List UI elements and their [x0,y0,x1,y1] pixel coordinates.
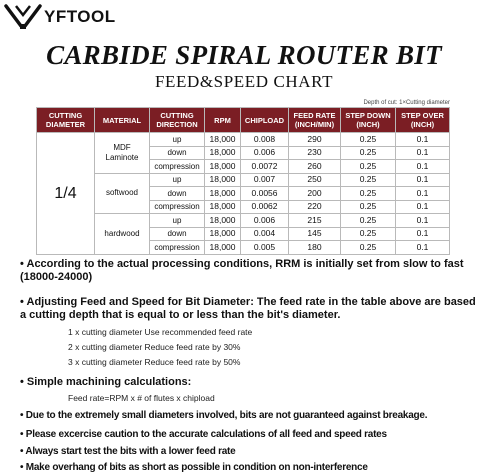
note-caution: • Please excercise caution to the accurate calculations of all feed and speed rates [20,429,387,440]
feed-rate-cell: 145 [289,227,341,241]
page-title: CARBIDE SPIRAL ROUTER BIT [46,40,442,70]
rpm-cell: 18,000 [205,146,241,160]
direction-cell: compression [150,200,205,214]
diameter-cell: 1/4 [37,133,95,255]
table-row [37,173,450,187]
direction-cell: compression [150,160,205,174]
col-header-rpm: RPM [205,108,241,133]
note-sub-1x: 1 x cutting diameter Use recommended feed rate [68,327,253,337]
page-subtitle: FEED&SPEED CHART [154,72,334,91]
col-header-feed-rate: FEED RATE (INCH/MIN) [289,108,341,133]
step-over-cell: 0.1 [396,214,450,228]
chipload-cell: 0.0056 [241,187,289,201]
note-sub-2x: 2 x cutting diameter Reduce feed rate by 30% [68,342,241,352]
direction-cell: down [150,146,205,160]
note-rpm-setting: • According to the actual processing conditions, RRM is initially set from slow to fast (18000-24000) [20,258,464,283]
col-header-chipload: CHIPLOAD [241,108,289,133]
table-row [37,214,450,228]
brand-logo [4,4,116,30]
step-over-cell: 0.1 [396,200,450,214]
rpm-cell: 18,000 [205,214,241,228]
depth-note: Depth of cut: 1×Cutting diameter [363,100,450,106]
step-down-cell: 0.25 [341,173,396,187]
col-header-step-over: STEP OVER (INCH) [396,108,450,133]
chipload-cell: 0.007 [241,173,289,187]
step-over-cell: 0.1 [396,241,450,255]
step-over-cell: 0.1 [396,173,450,187]
rpm-cell: 18,000 [205,133,241,147]
feed-rate-cell: 290 [289,133,341,147]
table-row [37,133,450,147]
col-header-direction: CUTTING DIRECTION [150,108,205,133]
col-header-material: MATERIAL [95,108,150,133]
chipload-cell: 0.005 [241,241,289,255]
step-down-cell: 0.25 [341,227,396,241]
material-cell: MDF Laminote [95,133,150,174]
note-formula: Feed rate=RPM x # of flutes x chipload [68,393,215,403]
table-header-row [37,108,450,133]
chipload-cell: 0.006 [241,214,289,228]
chipload-cell: 0.006 [241,146,289,160]
brand-name: YFTOOL [44,7,116,26]
step-over-cell: 0.1 [396,133,450,147]
direction-cell: up [150,133,205,147]
note-test-lower-feed: • Always start test the bits with a lower feed rate [20,446,236,457]
rpm-cell: 18,000 [205,200,241,214]
direction-cell: compression [150,241,205,255]
chipload-cell: 0.008 [241,133,289,147]
chipload-cell: 0.0062 [241,200,289,214]
direction-cell: up [150,214,205,228]
feed-speed-table [36,107,450,255]
direction-cell: down [150,227,205,241]
feed-rate-cell: 200 [289,187,341,201]
note-calculations: • Simple machining calculations: [20,376,192,388]
step-over-cell: 0.1 [396,187,450,201]
step-down-cell: 0.25 [341,187,396,201]
material-cell: hardwood [95,214,150,255]
rpm-cell: 18,000 [205,241,241,255]
step-down-cell: 0.25 [341,160,396,174]
feed-rate-cell: 260 [289,160,341,174]
col-header-diameter: CUTTING DIAMETER [37,108,95,133]
step-down-cell: 0.25 [341,241,396,255]
chipload-cell: 0.004 [241,227,289,241]
rpm-cell: 18,000 [205,173,241,187]
feed-rate-cell: 220 [289,200,341,214]
direction-cell: up [150,173,205,187]
material-cell: softwood [95,173,150,214]
feed-rate-cell: 180 [289,241,341,255]
step-over-cell: 0.1 [396,227,450,241]
rpm-cell: 18,000 [205,160,241,174]
note-sub-3x: 3 x cutting diameter Reduce feed rate by 50% [68,357,241,367]
step-down-cell: 0.25 [341,214,396,228]
feed-rate-cell: 215 [289,214,341,228]
step-over-cell: 0.1 [396,146,450,160]
direction-cell: down [150,187,205,201]
note-breakage: • Due to the extremely small diameters involved, bits are not guaranteed against breakage. [20,410,428,421]
note-feed-adjust: • Adjusting Feed and Speed for Bit Diameter: The feed rate in the table above are based a cutting depth that is equal to or less than the bit's diameter. [20,296,476,321]
step-down-cell: 0.25 [341,200,396,214]
col-header-step-down: STEP DOWN (INCH) [341,108,396,133]
crossed-tools-logo-icon [4,4,42,30]
rpm-cell: 18,000 [205,187,241,201]
chipload-cell: 0.0072 [241,160,289,174]
note-overhang: • Make overhang of bits as short as possible in condition on non-interference [20,462,368,473]
step-over-cell: 0.1 [396,160,450,174]
rpm-cell: 18,000 [205,227,241,241]
step-down-cell: 0.25 [341,133,396,147]
step-down-cell: 0.25 [341,146,396,160]
feed-rate-cell: 250 [289,173,341,187]
feed-rate-cell: 230 [289,146,341,160]
